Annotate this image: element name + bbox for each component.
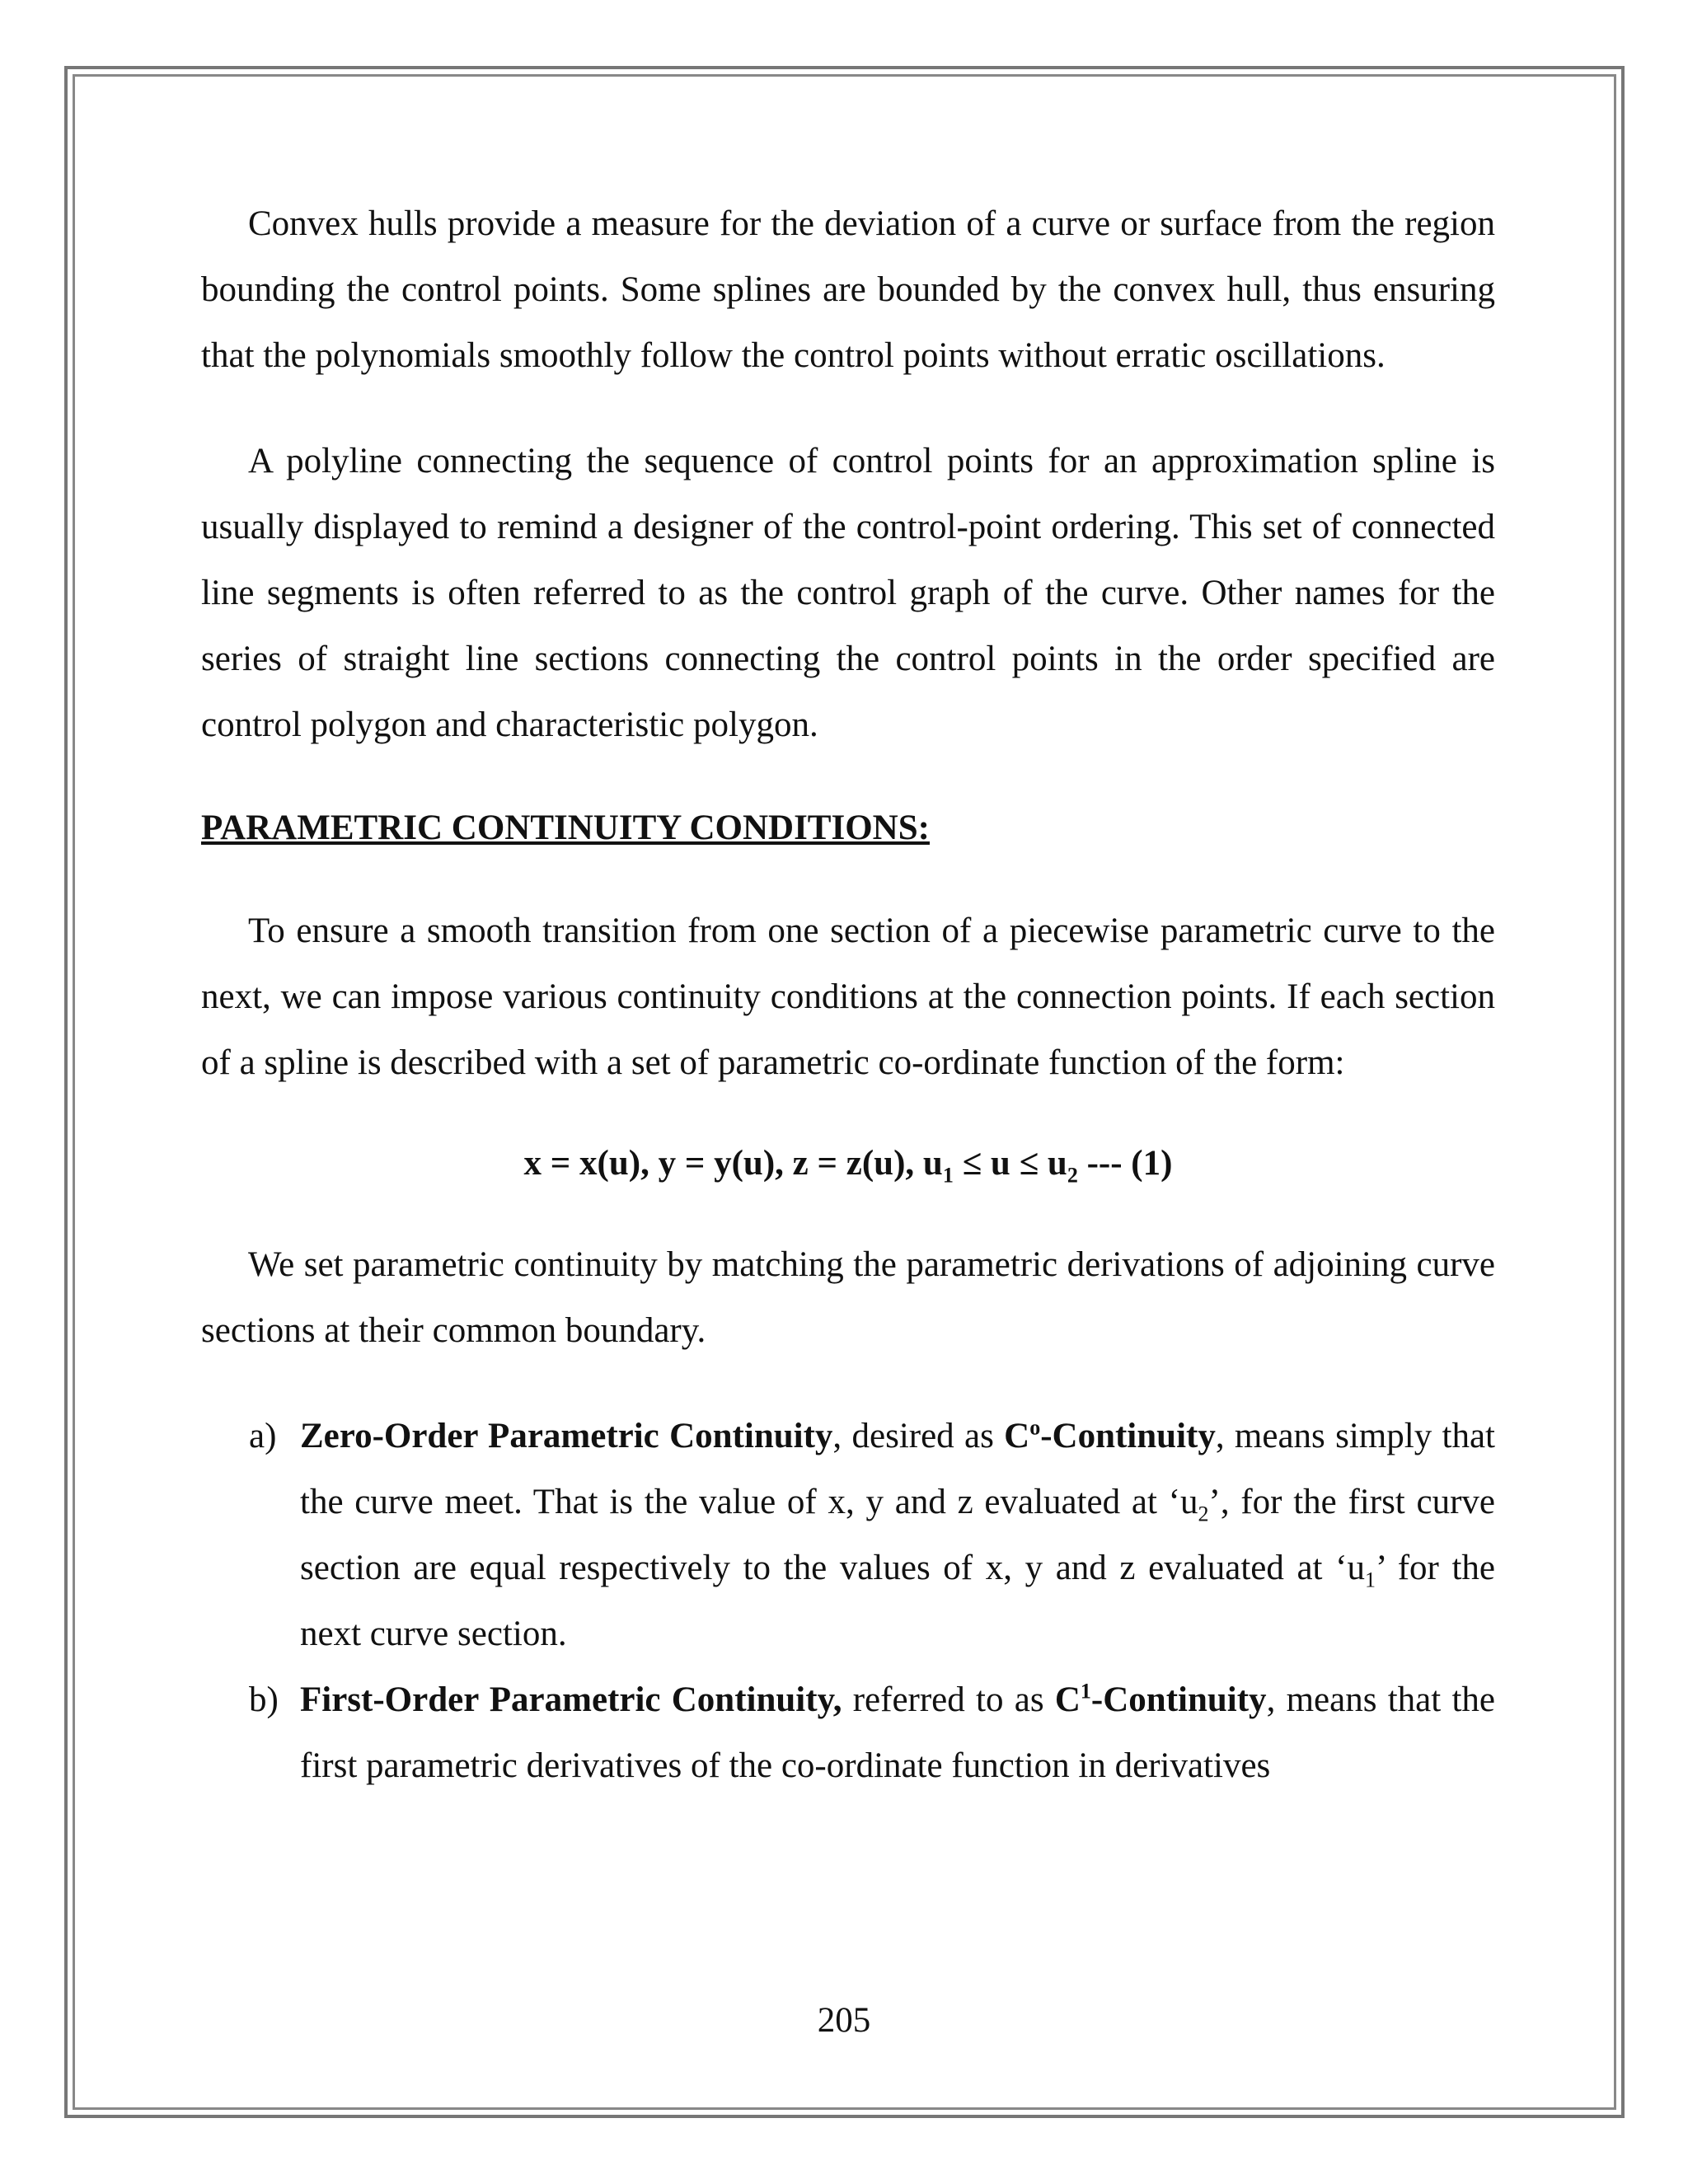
- equation-mid: ≤ u ≤ u: [953, 1144, 1067, 1183]
- c0-letter: C: [1004, 1417, 1030, 1455]
- text-a-3: ’ for the next curve section.: [300, 1549, 1495, 1653]
- text-b-after-term: referred to as: [842, 1680, 1055, 1719]
- text-a-2: ’, for the first curve section are equal respectively to the values of x, y and z evaluated at ‘u: [300, 1483, 1495, 1587]
- c0-superscript: o: [1029, 1415, 1041, 1440]
- equation-sub-1: 1: [942, 1163, 954, 1188]
- paragraph-parametric-continuity: We set parametric continuity by matching the parametric derivations of adjoining curve sections at their common boundary.: [201, 1245, 1495, 1350]
- list-marker-b: b): [249, 1680, 279, 1719]
- c1-superscript: 1: [1080, 1679, 1091, 1704]
- paragraph-polyline: A polyline connecting the sequence of control points for an approximation spline is usually displayed to remind a designer of the control-point ordering. This set of connected line segments is often referred to as the control graph of the curve. Other names for the series of straight line sections connecting the control points in the order specified are control polygon and characteristic polygon.: [201, 442, 1495, 744]
- sub-u1: 1: [1364, 1568, 1376, 1592]
- term-first-order: First-Order Parametric Continuity,: [300, 1680, 842, 1719]
- page-number: 205: [817, 2001, 871, 2040]
- continuity-list: [201, 1404, 1495, 1799]
- page-content: [201, 191, 1495, 1799]
- c0-label: [1004, 1417, 1216, 1455]
- paragraph-smooth-transition: To ensure a smooth transition from one section of a piecewise parametric curve to the next, we can impose various continuity conditions at the connection points. If each section of a spline is described with a set of parametric co-ordinate function of the form:: [201, 912, 1495, 1082]
- c1-label: [1055, 1680, 1267, 1719]
- sub-u2: 2: [1198, 1502, 1209, 1526]
- c1-letter: C: [1054, 1680, 1081, 1719]
- text-a-after-term: , desired as: [832, 1417, 1005, 1455]
- equation-1: [201, 1131, 1495, 1197]
- text-b-1: , means that the first parametric derivatives of the co-ordinate function in derivatives: [300, 1680, 1495, 1785]
- c0-suffix: -Continuity: [1040, 1417, 1216, 1455]
- list-marker-a: a): [249, 1417, 277, 1455]
- list-item-zero-order: [201, 1404, 1495, 1667]
- section-heading: PARAMETRIC CONTINUITY CONDITIONS:: [201, 808, 930, 847]
- equation-tail: --- (1): [1077, 1144, 1173, 1183]
- equation-main: x = x(u), y = y(u), z = z(u), u: [523, 1144, 943, 1183]
- text-a-1: , means simply that the curve meet. That is the value of x, y and z evaluated at ‘u: [300, 1417, 1495, 1521]
- list-item-first-order: [201, 1667, 1495, 1799]
- paragraph-convex-hulls: Convex hulls provide a measure for the deviation of a curve or surface from the region bounding the control points. Some splines are bounded by the convex hull, thus ensuring that the polynomials smoothly follow the control points without erratic oscillations.: [201, 204, 1495, 375]
- c1-suffix: -Continuity: [1090, 1680, 1267, 1719]
- equation-sub-2: 2: [1067, 1163, 1078, 1188]
- term-zero-order: Zero-Order Parametric Continuity: [300, 1417, 833, 1455]
